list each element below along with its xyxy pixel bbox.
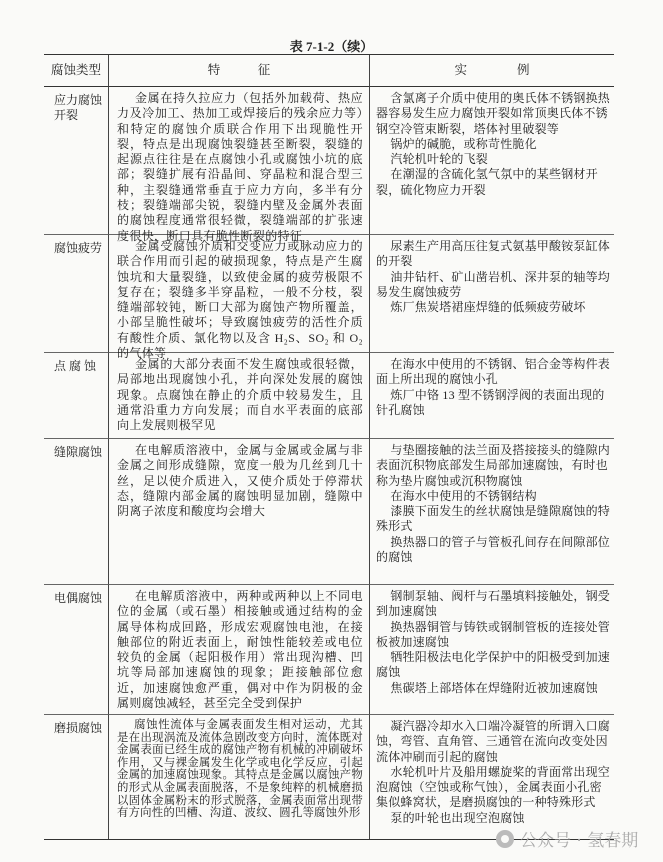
row-type: 电偶腐蚀 <box>44 585 108 715</box>
row-examples <box>370 715 614 839</box>
row-examples <box>370 353 614 439</box>
watermark <box>496 826 638 851</box>
watermark-text: 公众号 · 氢春期 <box>520 831 639 851</box>
example-item: 牺牲阳极法电化学保护中的阳极受到加速腐蚀 <box>376 650 610 680</box>
example-item: 钢制泵轴、阀杆与石墨填料接触处，钢受到加速腐蚀 <box>376 589 610 619</box>
wechat-logo-icon <box>496 830 514 848</box>
row-type: 腐蚀疲劳 <box>44 235 108 353</box>
row-features: 金属受腐蚀介质和交变应力或脉动应力的联合作用而引起的破损现象，特点是产生腐蚀坑和大量裂缝，以致使金属的疲劳极限不复存在；裂缝多半穿晶粒，一般不分枝，裂缝端部较钝，断口大部为腐蚀产物所覆盖，小部呈脆性破坏；导致腐蚀疲劳的活性介质有酸性介质、氯化物以及含 H₂S、SO₂ 和 O₂ 的气体等 <box>108 235 370 353</box>
example-item: 炼厂中铬 13 型不锈钢浮阀的表面出现的针孔腐蚀 <box>376 387 605 417</box>
header-features: 特 征 <box>108 55 370 87</box>
example-item: 尿素生产用高压往复式氨基甲酸铵泵缸体的开裂 <box>376 239 610 269</box>
example-item: 与垫圈接触的法兰面及搭接接头的缝隙内表面沉积物底部发生局部加速腐蚀，有时也称为垫片腐蚀或沉积物腐蚀 <box>376 443 610 488</box>
row-features: 腐蚀性流体与金属表面发生相对运动，尤其是在出现涡流及流体急剧改变方向时，流体既对金属表面已经生成的腐蚀产物有机械的冲刷破坏作用，又与裸金属发生化学或电化学反应，引起金属的加速腐蚀现象。其特点是金属以腐蚀产物的形式从金属表面脱落，不是象纯粹的机械磨损以固体金属粉末的形式脱落，金属表面常出现带有方向性的凹槽、沟道、波纹、圆孔等腐蚀外形 <box>108 715 370 839</box>
row-type: 点 腐 蚀 <box>44 353 108 439</box>
example-item: 在海水中使用的不锈钢、铝合金等构件表面上所出现的腐蚀小孔 <box>376 357 610 387</box>
example-item: 焦碳塔上部塔体在焊缝附近被加速腐蚀 <box>390 680 598 695</box>
row-features: 在电解质溶液中，金属与金属或金属与非金属之间形成缝隙，宽度一般为几丝到几十丝，足以使介质进入，又使介质处于停滞状态，缝隙内部金属的腐蚀明显加剧，缝隙中阴离子浓度和酸度均会增大 <box>108 439 370 585</box>
corrosion-types-table <box>44 54 614 840</box>
example-item: 在潮湿的含硫化氢气氛中的某些钢材开裂，硫化物应力开裂 <box>376 167 598 197</box>
example-item: 换热器口的管子与管板孔间存在间隙部位的腐蚀 <box>376 534 610 565</box>
row-features: 金属的大部分表面不发生腐蚀或很轻微，局部地出现腐蚀小孔，并向深处发展的腐蚀现象。点腐蚀在静止的介质中较易发生，且通常沿重力方向发展；而自水平表面的底部向上发展则极罕见 <box>108 353 370 439</box>
header-type: 腐蚀类型 <box>44 55 108 87</box>
row-examples <box>370 235 614 353</box>
example-item: 凝汽器冷却水入口端冷凝管的所谓入口腐蚀，弯管、直角管、三通管在流向改变处因流体冲刷而引起的腐蚀 <box>376 719 610 764</box>
row-type: 磨损腐蚀 <box>54 721 103 735</box>
row-features: 在电解质溶液中，两种或两种以上不同电位的金属（或石墨）相接触或通过结构的金属导体构成回路，形成宏观腐蚀电池，在接触部位的附近表面上，耐蚀性能较差或电位较负的金属（起阳极作用）常出现沟槽、凹坑等局部加速腐蚀的现象；距接触部位愈近，加速腐蚀愈严重，偶对中作为阴极的金属则腐蚀减轻，甚至完全受到保护 <box>108 585 370 715</box>
example-item: 汽轮机叶轮的飞裂 <box>390 152 488 167</box>
example-item: 炼厂焦炭塔裙座焊缝的低频疲劳破坏 <box>390 300 586 315</box>
example-item: 在海水中使用的不锈钢结构 <box>390 488 537 503</box>
row-examples <box>370 439 614 585</box>
example-item: 水轮机叶片及船用螺旋桨的背面常出现空泡腐蚀（空蚀或称气蚀），金属表面小孔密集似蜂窝状，是磨损腐蚀的一种特殊形式 <box>376 764 610 810</box>
row-features: 金属在持久拉应力（包括外加载荷、热应力及冷加工、热加工或焊接后的残余应力等）和特定的腐蚀介质联合作用下出现脆性开裂，特点是出现腐蚀裂缝甚至断裂，裂缝的起源点往往是在点腐蚀小孔或腐蚀小坑的底部；裂缝扩展有沿晶间、穿晶粒和混合型三种，主裂缝通常垂直于应力方向，多半有分枝；裂缝端部尖锐，裂缝内壁及金属外表面的腐蚀程度通常很轻微，裂缝端部的扩张速度很快，断口具有脆性断裂的特征 <box>108 87 370 235</box>
example-item: 锅炉的碱脆，或称苛性脆化 <box>390 136 537 151</box>
example-item: 泵的叶轮也出现空泡腐蚀 <box>390 810 525 825</box>
example-item: 漆膜下面发生的丝状腐蚀是缝隙腐蚀的特殊形式 <box>376 504 610 534</box>
example-item: 换热器铜管与铸铁或钢制管板的连接处管板被加速腐蚀 <box>376 619 610 649</box>
row-type: 应力腐蚀开裂 <box>44 87 108 235</box>
example-item: 含氯离子介质中使用的奥氏体不锈钢换热器容易发生应力腐蚀开裂如常顶奥氏体不锈钢空冷管束断裂，塔体衬里破裂等 <box>376 91 610 136</box>
row-examples <box>370 585 614 715</box>
example-item: 油井钻杆、矿山凿岩机、深井泵的轴等均易发生腐蚀疲劳 <box>376 269 610 299</box>
table-title: 表 7-1-2（续） <box>289 39 374 54</box>
row-examples <box>370 87 614 235</box>
header-examples: 实 例 <box>370 55 614 87</box>
row-type: 缝隙腐蚀 <box>44 439 108 585</box>
